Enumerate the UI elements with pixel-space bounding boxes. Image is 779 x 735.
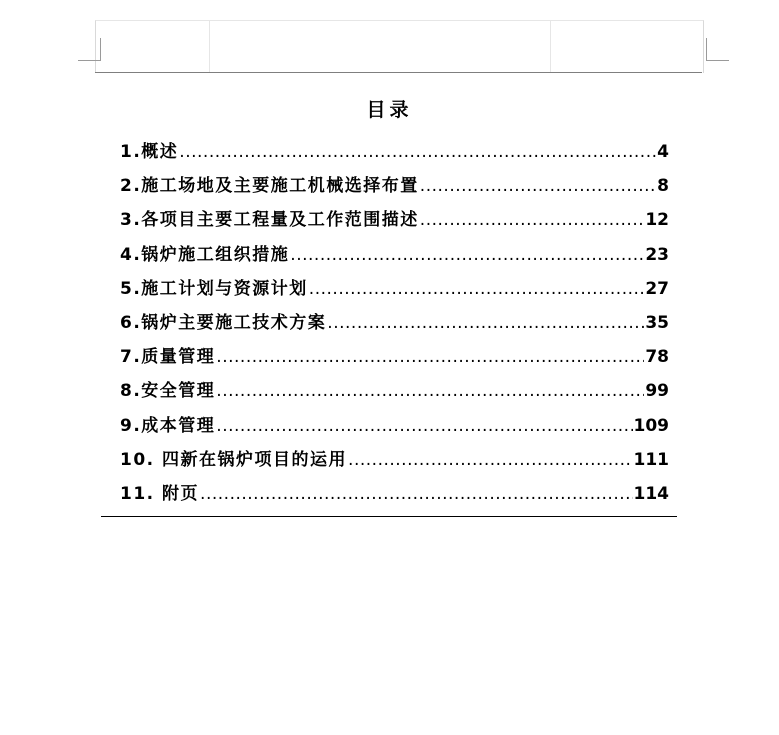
toc-entry[interactable] — [120, 274, 669, 308]
toc-entry-page: 35 — [645, 312, 669, 333]
toc-entry[interactable] — [120, 445, 669, 479]
toc-leader-dots — [179, 142, 656, 162]
toc-entry-page: 99 — [645, 381, 669, 402]
toc-entry-page: 78 — [645, 347, 669, 368]
toc-entry-label: 11. 附页 — [120, 483, 200, 504]
toc-entry[interactable] — [120, 376, 669, 410]
left-margin-corner-mark — [78, 38, 101, 61]
toc-entry[interactable] — [120, 308, 669, 342]
toc-entry[interactable] — [120, 411, 669, 445]
toc-entry-label: 9.成本管理 — [120, 415, 216, 436]
toc-entry-label: 10. 四新在锅炉项目的运用 — [120, 449, 348, 470]
toc-bottom-rule — [101, 516, 677, 517]
toc-entry-label: 4.锅炉施工组织措施 — [120, 244, 290, 265]
right-margin-corner-mark — [706, 38, 729, 61]
header-cell-divider — [209, 20, 210, 72]
toc-leader-dots — [216, 347, 644, 367]
toc-entry-page: 109 — [633, 415, 669, 436]
toc-entry-label: 6.锅炉主要施工技术方案 — [120, 312, 327, 333]
toc-entry-label: 2.施工场地及主要施工机械选择布置 — [120, 176, 419, 197]
toc-leader-dots — [200, 484, 632, 504]
toc-leader-dots — [420, 210, 645, 230]
toc-entry-label: 8.安全管理 — [120, 381, 216, 402]
toc-entry-page: 111 — [633, 449, 669, 470]
page-header-area[interactable] — [95, 20, 704, 73]
toc-entry-label: 3.各项目主要工程量及工作范围描述 — [120, 210, 419, 231]
toc-entry-page: 27 — [645, 278, 669, 299]
header-cell-divider — [550, 20, 551, 72]
toc-entry-label: 7.质量管理 — [120, 347, 216, 368]
toc-entry-label: 5.施工计划与资源计划 — [120, 278, 308, 299]
toc-entry[interactable] — [120, 137, 669, 171]
toc-entry-page: 4 — [657, 142, 669, 162]
toc-entry[interactable] — [120, 240, 669, 274]
toc-entry-page: 8 — [657, 176, 669, 197]
toc-leader-dots — [420, 176, 656, 196]
toc-entry[interactable] — [120, 479, 669, 513]
toc-leader-dots — [216, 381, 644, 401]
toc-leader-dots — [327, 313, 644, 333]
toc-leader-dots — [348, 450, 632, 470]
toc-leader-dots — [290, 245, 644, 265]
toc-entry[interactable] — [120, 205, 669, 239]
toc-entry-page: 114 — [633, 483, 669, 504]
toc-entry-page: 12 — [645, 210, 669, 231]
toc-leader-dots — [216, 416, 632, 436]
toc-entry-page: 23 — [645, 244, 669, 265]
header-baseline — [95, 72, 702, 73]
toc-leader-dots — [309, 279, 645, 299]
toc-entry[interactable] — [120, 171, 669, 205]
toc-list — [120, 137, 669, 513]
toc-entry-label: 1.概述 — [120, 142, 179, 162]
toc-title: 目录 — [366, 99, 413, 121]
toc-entry[interactable] — [120, 342, 669, 376]
